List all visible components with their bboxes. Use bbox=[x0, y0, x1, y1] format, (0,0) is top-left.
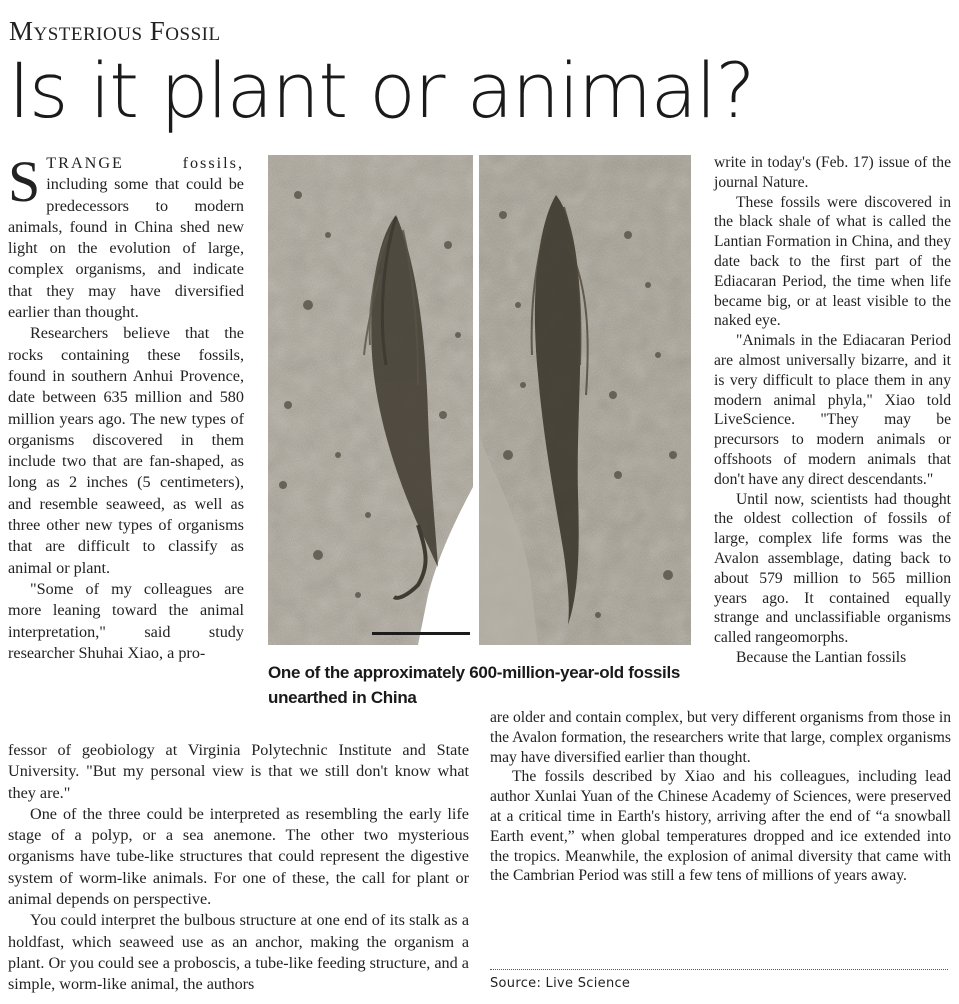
paragraph-5-continued: write in today's (Feb. 17) issue of the journal Nature. bbox=[714, 154, 951, 191]
paragraph-3: "Some of my colleagues are more leaning toward the animal interpretation," said study researcher Shuhai Xiao, a pro- bbox=[8, 579, 244, 662]
headline: Is it plant or animal? bbox=[8, 46, 755, 135]
paragraph-4: One of the three could be interpreted as resembling the early life stage of a polyp, or a sea anemone. The other two mysterious organisms have tube-like structures that could represent the digestive system of worm-like animals. For one of these, the call for plant or animal depends on perspective. bbox=[8, 804, 469, 909]
paragraph-9-continued: are older and contain complex, but very different organisms from those in the Avalon formation, the researchers write that large, complex organisms may have diversified earlier than thought. bbox=[490, 709, 951, 766]
dotted-divider bbox=[490, 969, 948, 970]
paragraph-9-start: Because the Lantian fossils bbox=[736, 648, 907, 666]
paragraph-10: The fossils described by Xiao and his colleagues, including lead author Xunlai Yuan of the Chinese Academy of Sciences, were preserved at a critical time in Earth's history, arriving after the end of “a snowball Earth event,” when global temperatures dropped and ice extended into the tropics. Meanwhile, the explosion of animal diversity that came with the Cambrian Period was still a few tens of millions of years away. bbox=[490, 768, 951, 885]
paragraph-8: Until now, scientists had thought the oldest collection of fossils of large, complex life forms was the Avalon assemblage, dating back to about 579 million to 565 million years ago. It contained equally strange and unclassifiable organisms called rangeomorphs. bbox=[714, 490, 951, 647]
lead-in: TRANGE fossils, bbox=[46, 154, 244, 172]
section-kicker: Mysterious Fossil bbox=[9, 16, 221, 46]
paragraph-6: These fossils were discovered in the black shale of what is called the Lantian Formation in China, and they date back to the first part of the Ediacaran Period, the time when life became big, or at least visible to the naked eye. bbox=[714, 193, 951, 330]
article-bottom-right bbox=[490, 708, 951, 886]
paragraph-1 bbox=[8, 149, 244, 323]
paragraph-5: You could interpret the bulbous structure at one end of its stalk as a holdfast, which seaweed use as an anchor, making the organism a plant. Or you could see a proboscis, a tube-like feeding structure, and a simple, worm-like animal, the authors bbox=[8, 911, 469, 994]
drop-cap: S bbox=[8, 149, 41, 214]
paragraph-2: Researchers believe that the rocks containing these fossils, found in southern Anhui Provence, date between 635 million and 580 million years ago. The new types of organisms discovered in them include two that are fan-shaped, as long as 2 inches (5 centimeters), and resemble seaweed, as well as three other new types of organisms that are difficult to classify as animal or plant. bbox=[8, 324, 244, 577]
paragraph-7: "Animals in the Ediacaran Period are almost universally bizarre, and it is very difficult to place them in any modern animal phyla," Xiao told LiveScience. "They may be precursors to modern animals or offshoots of modern animals that don't have any direct descendants." bbox=[714, 332, 951, 488]
article-bottom-left bbox=[8, 740, 469, 996]
source-credit: Source: Live Science bbox=[490, 976, 631, 991]
article-column-right bbox=[714, 153, 951, 668]
fossil-photo bbox=[268, 155, 691, 645]
scale-bar bbox=[372, 632, 470, 635]
paragraph-1-text: including some that could be predecessors to modern animals, found in China shed new light on the evolution of large, complex organisms, and indicate that they may have diversified earlier than thought. bbox=[8, 175, 244, 322]
article-column-left bbox=[8, 149, 244, 664]
paragraph-3-continued: fessor of geobiology at Virginia Polytechnic Institute and State University. "But my personal view is that we still don't know what they are." bbox=[8, 741, 469, 802]
photo-caption: One of the approximately 600-million-year-old fossils unearthed in China bbox=[268, 663, 681, 707]
